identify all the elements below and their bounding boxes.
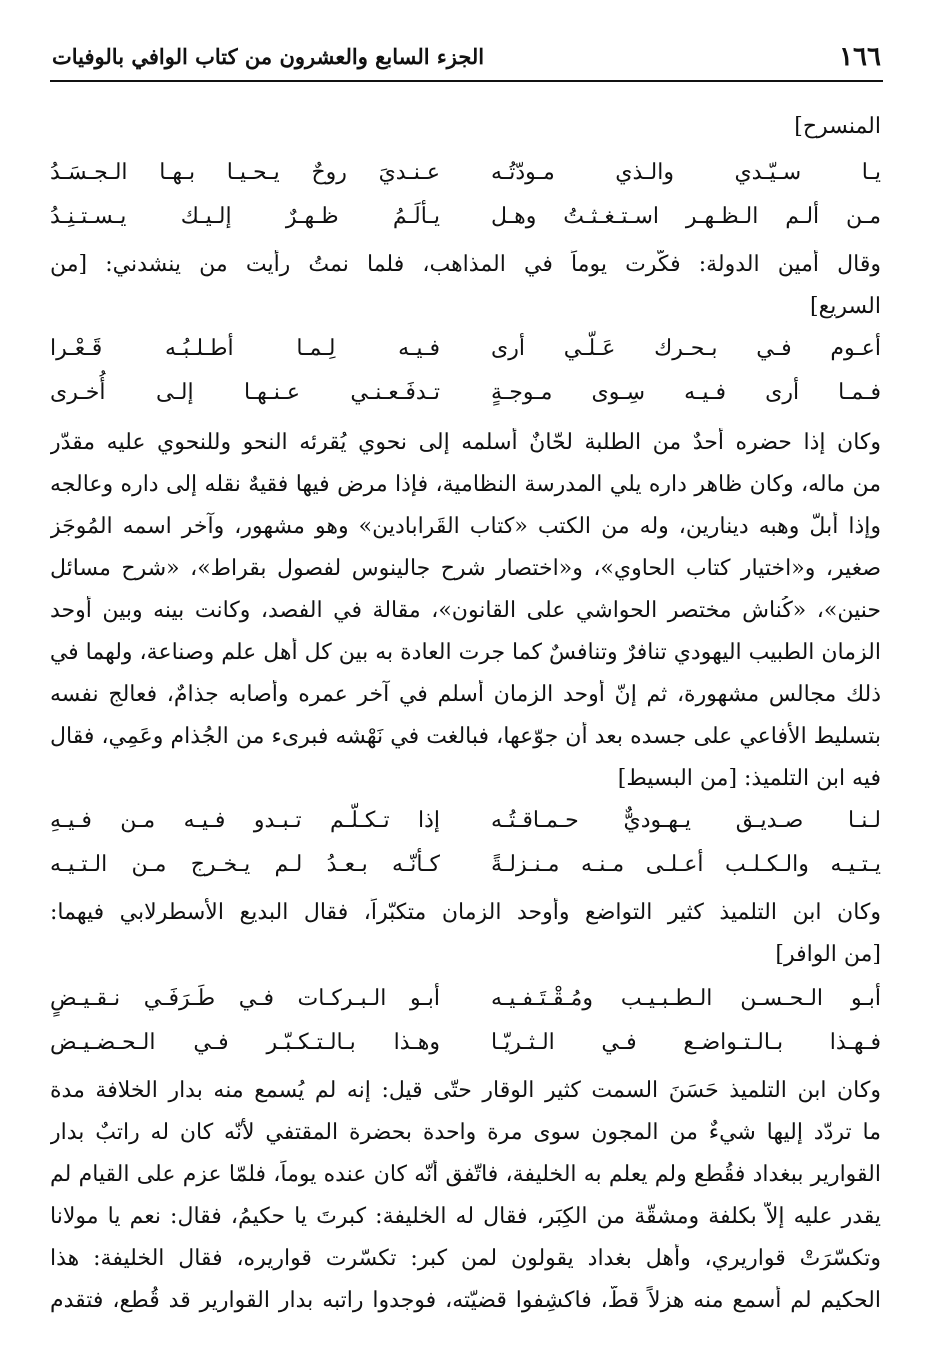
prose-line: فيه ابن التلميذ: [من البسيط] [617,766,881,791]
prose-line: وكان ابن التلميذ كثير التواضع وأوحد الزمان متكبّراً، فقال البديع الأسطرلابي فيهما: [50,900,881,925]
verse-line [50,1028,881,1060]
prose-line: وكان ابن التلميذ حَسَنَ السمت كثير الوقار حتّى قيل: إنه لم يُسمع منه بدار الخلافة مدة [50,1078,881,1103]
verse-hemistich-second: يـألَـمُ ظـهـرٌ إلـيـك يـسـتـنِـدُ [50,204,440,229]
verse-hemistich-second: فـيـه لِـمـا أطـلـبُـه قَـعْـرا [50,336,440,361]
page-number: ١٦٦ [839,42,881,72]
prose-line: بتسليط الأفاعي على جسده بعد أن جوّعها، فبالغت في نَهْشه فبرىء من الجُذام وعَمِي، فقال [50,724,881,749]
prose-line: الزمان الطبيب اليهودي تنافرٌ وتنافسٌ كما جرت العادة به بين كل أهل علم وصناعة، ولهما في [50,640,881,665]
verse-hemistich-second: كـأنّـه بـعـدُ لـم يـخـرج مـن الـتـيـه [50,852,440,877]
prose-line: الحكيم لم أسمع منه هزلاً قطّ، فاكشِفوا قضيّته، فوجدوا راتبه بدار القوارير قد قُطع، فتقدم [50,1288,881,1313]
verse-line [50,984,881,1016]
prose-line: وكان إذا حضره أحدٌ من الطلبة لحّانٌ أسلمه إلى نحوي يُقرئه النحو وللنحوي عليه مقدّر [50,430,881,455]
header-rule [50,80,883,82]
verse-line [50,850,881,882]
prose-line: يقدر عليه إلاّ بكلفة ومشقّة من الكِبَر، فقال له الخليفة: كبرتَ يا حكيمُ، فقال: نعم يا مولانا [50,1204,881,1229]
verse-line [50,202,881,234]
running-title: الجزء السابع والعشرون من كتاب الوافي بالوفيات [52,44,485,69]
verse-hemistich-first: مـن ألـم الـظـهـر اسـتـغـثـتُ وهـل [491,204,881,229]
prose-line: من ماله، وكان ظاهر داره يلي المدرسة النظامية، فإذا مرض فيها فقيهٌ نقله إلى داره وعالجه [50,472,881,497]
verse-line [50,806,881,838]
verse-hemistich-second: أبـو الـبـركـات فـي طَـرَفَـي نـقـيـضٍ [50,986,440,1011]
verse-hemistich-second: إذا تـكـلّـم تـبـدو فـيـه مـن فـيـهِ [50,808,440,833]
verse-hemistich-first: يـتـيـه والـكـلـب أعـلـى مـنـه مـنـزلـةً [491,852,881,877]
verse-hemistich-first: أبـو الـحـسـن الـطـبـيـب ومُـقْـتَـفـيـه [491,986,881,1011]
prose-line: حنين»، «كُناش مختصر الحواشي على القانون»، مقالة في الفصد، وكانت بينه وبين أوحد [50,598,881,623]
verse-line [50,334,881,366]
page-header [52,38,881,80]
prose-line: القوارير ببغداد فقُطع ولم يعلم به الخليفة، فاتّفق أنّه كان عنده يوماً، فلمّا عزم على القيام لم [50,1162,881,1187]
verse-hemistich-second: عـنـديَ روحٌ يـحـيـا بـهـا الـجـسَـدُ [50,160,440,185]
meter-label: السريع] [810,294,881,319]
verse-line [50,378,881,410]
verse-hemistich-first: فـمـا أرى فـيـه سِـوى مـوجـةٍ [491,380,881,405]
prose-line: ذلك مجالس مشهورة، ثم إنّ أوحد الزمان أسلم في آخر عمره وأصابه جذامٌ، فعالج نفسه [50,682,881,707]
meter-label: المنسرح] [794,114,881,139]
prose-line: ما تردّد إليها شيءٌ من المجون سوى مرة واحدة بحضرة المقتفي لأنّه كان له راتبٌ بدار [50,1120,881,1145]
prose-line: صغير، و«اختيار كتاب الحاوي»، و«اختصار شرح جالينوس لفصول بقراط»، «شرح مسائل [50,556,881,581]
meter-label: [من الوافر] [775,942,881,967]
verse-hemistich-second: وهـذا بـالـتـكـبّـر فـي الـحـضـيـض [50,1030,440,1055]
verse-line [50,158,881,190]
prose-line: وتكسّرَتْ قواريري، وأهل بغداد يقولون لمن كبر: تكسّرت قواريره، فقال الخليفة: هذا [50,1246,881,1271]
verse-hemistich-first: فـهـذا بـالـتـواضـع فـي الـثـريّـا [491,1030,881,1055]
prose-line: وإذا أبلّ وهبه دينارين، وله من الكتب «كتاب القَرابادين» وهو مشهور، وآخر اسمه المُوجَز [50,514,881,539]
verse-hemistich-second: تـدفَـعـنـي عـنـهـا إلـى أُخـرى [50,380,440,405]
verse-hemistich-first: يـا سـيّـدي والـذي مـودّتُـه [491,160,881,185]
verse-hemistich-first: أعـوم فـي بـحـرك عَـلّـي أرى [491,336,881,361]
prose-line: وقال أمين الدولة: فكّرت يوماً في المذاهب، فلما نمتُ رأيت من ينشدني: [من [50,252,881,277]
verse-hemistich-first: لـنـا صـديـق يـهـوديٌّ حـمـاقـتُـه [491,808,881,833]
